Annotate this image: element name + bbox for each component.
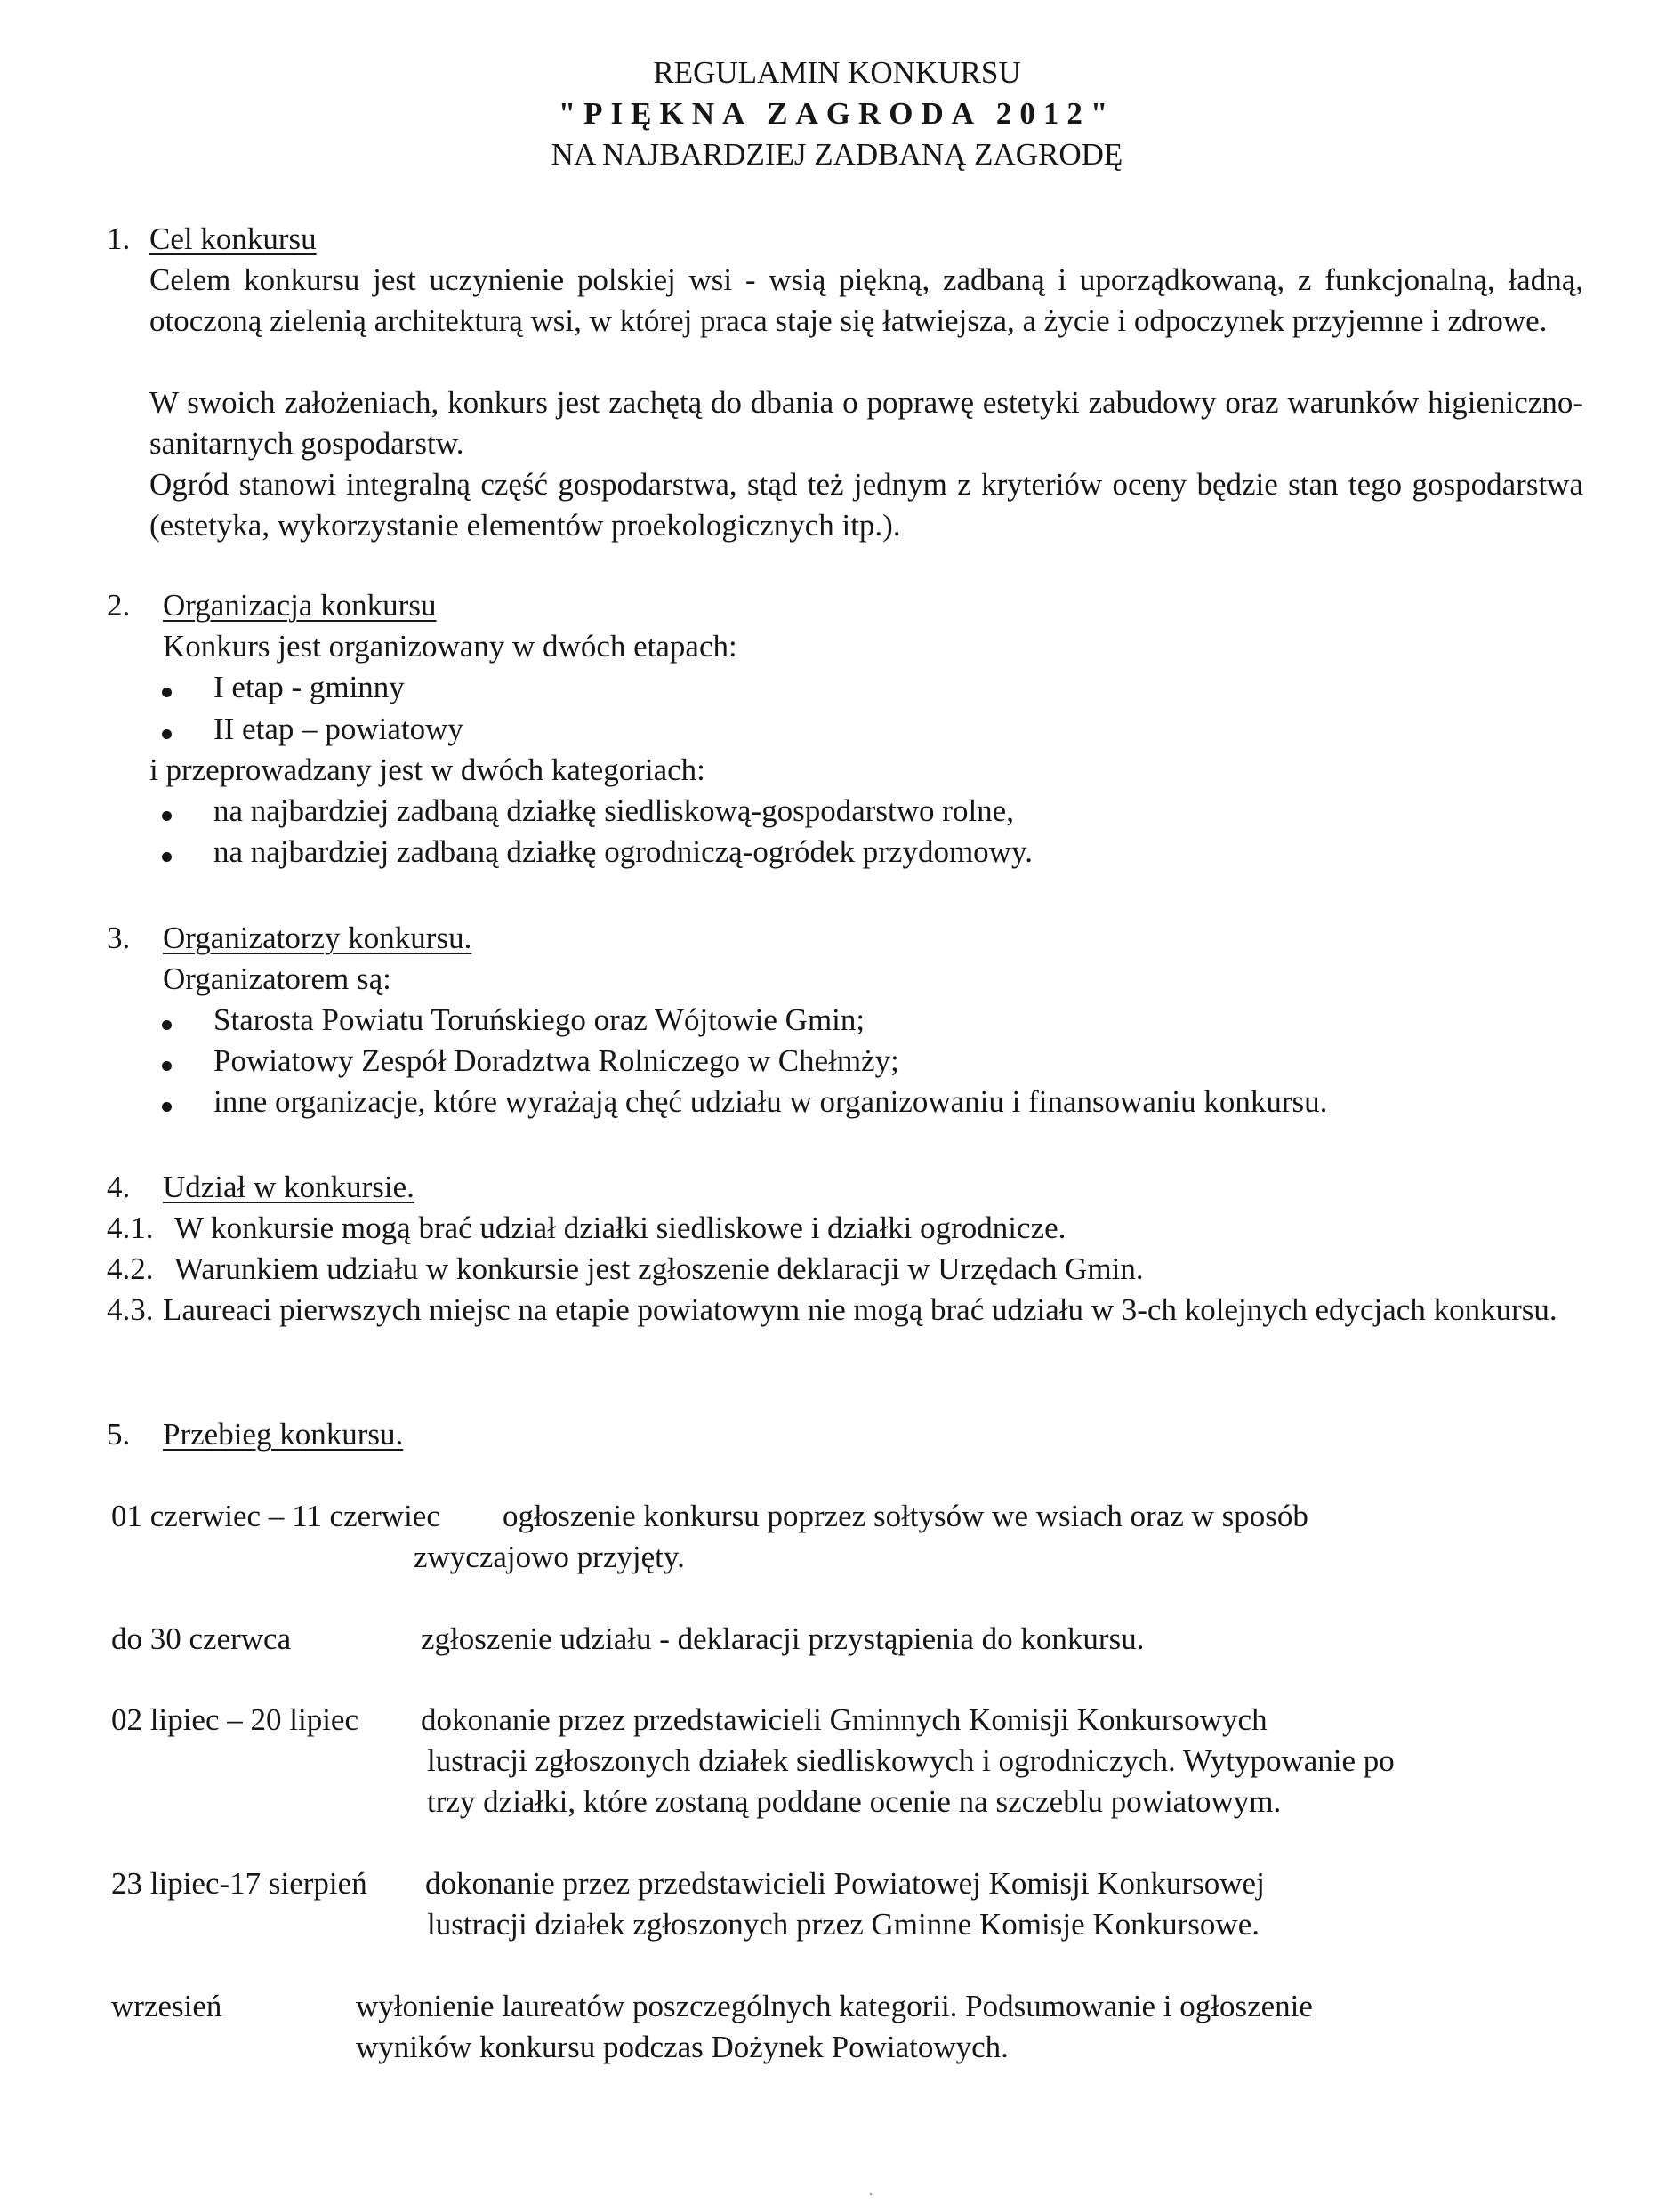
schedule-date: do 30 czerwca bbox=[111, 1621, 292, 1656]
section-3-heading: Organizatorzy konkursu. bbox=[163, 921, 472, 955]
contest-name: "PIĘKNA ZAGRODA 2012" bbox=[558, 96, 1116, 131]
section-1-heading: Cel konkursu bbox=[149, 221, 317, 256]
stage-item: I etap - gminny bbox=[213, 670, 405, 704]
section-2-heading: Organizacja konkursu bbox=[163, 588, 437, 623]
category-item: na najbardziej zadbaną działkę ogrodniczą-ogródek przydomowy. bbox=[213, 834, 1033, 869]
organizer-item: inne organizacje, które wyrażają chęć udziału w organizowaniu i finansowaniu konkursu. bbox=[213, 1084, 1328, 1119]
subsection-number: 4.2. bbox=[107, 1251, 154, 1286]
bullet-icon bbox=[162, 1061, 172, 1071]
bullet-icon bbox=[162, 688, 172, 697]
section-5-heading: Przebieg konkursu. bbox=[163, 1417, 404, 1452]
subsection-number: 4.3. bbox=[107, 1292, 154, 1327]
schedule-description: ogłoszenie konkursu poprzez sołtysów we wsiach oraz w sposób bbox=[503, 1499, 1308, 1533]
schedule-description: zwyczajowo przyjęty. bbox=[414, 1540, 685, 1574]
schedule-date: 02 lipiec – 20 lipiec bbox=[111, 1702, 358, 1737]
section-5-number: 5. bbox=[107, 1417, 131, 1452]
subsection-number: 4.1. bbox=[107, 1211, 154, 1245]
section-1-paragraph-2: W swoich założeniach, konkurs jest zachętą do dbania o poprawę estetyki zabudowy oraz warunków higieniczno-sanitarnych gospodarstw. bbox=[149, 385, 1583, 461]
schedule-date: 01 czerwiec – 11 czerwiec bbox=[111, 1499, 440, 1533]
schedule-description: dokonanie przez przedstawicieli Powiatowej Komisji Konkursowej bbox=[425, 1866, 1265, 1901]
schedule-date: wrzesień bbox=[111, 1989, 222, 2023]
stage-item: II etap – powiatowy bbox=[213, 712, 463, 746]
schedule-description: wyników konkursu podczas Dożynek Powiatowych. bbox=[356, 2030, 1009, 2064]
bullet-icon bbox=[162, 811, 172, 821]
subsection-text: Laureaci pierwszych miejsc na etapie powiatowym nie mogą brać udziału w 3-ch kolejnych edycjach konkursu. bbox=[163, 1292, 1557, 1327]
category-item: na najbardziej zadbaną działkę siedliskową-gospodarstwo rolne, bbox=[213, 793, 1014, 828]
schedule-description: lustracji działek zgłoszonych przez Gminne Komisje Konkursowe. bbox=[427, 1907, 1260, 1942]
section-2-intro-2: i przeprowadzany jest w dwóch kategoriach: bbox=[149, 752, 705, 787]
schedule-description: trzy działki, które zostaną poddane ocenie na szczeblu powiatowym. bbox=[427, 1784, 1282, 1819]
section-3-intro: Organizatorem są: bbox=[163, 961, 391, 996]
section-1-paragraph-1: Celem konkursu jest uczynienie polskiej wsi - wsią piękną, zadbaną i uporządkowaną, z funkcjonalną, ładną, otoczoną zielenią architekturą wsi, w której praca staje się łatwiejsza, a życie i odpoczynek przyjemne i zdrowe. bbox=[149, 262, 1583, 338]
bullet-icon bbox=[162, 1020, 172, 1030]
bullet-icon bbox=[162, 1102, 172, 1112]
subsection-text: W konkursie mogą brać udział działki siedliskowe i działki ogrodnicze. bbox=[174, 1211, 1066, 1245]
schedule-description: zgłoszenie udziału - deklaracji przystąpienia do konkursu. bbox=[421, 1621, 1145, 1656]
section-3-number: 3. bbox=[107, 921, 131, 955]
bullet-icon bbox=[162, 852, 172, 862]
section-4-heading: Udział w konkursie. bbox=[163, 1170, 414, 1204]
organizer-item: Starosta Powiatu Toruńskiego oraz Wójtowie Gmin; bbox=[213, 1002, 865, 1037]
section-2-intro: Konkurs jest organizowany w dwóch etapach: bbox=[163, 629, 737, 664]
section-1-number: 1. bbox=[107, 221, 131, 256]
document-subtitle: NA NAJBARDZIEJ ZADBANĄ ZAGRODĘ bbox=[551, 137, 1123, 172]
document-title: REGULAMIN KONKURSU bbox=[653, 55, 1021, 90]
section-2-number: 2. bbox=[107, 588, 131, 623]
schedule-date: 23 lipiec-17 sierpień bbox=[111, 1866, 367, 1901]
organizer-item: Powiatowy Zespół Doradztwa Rolniczego w Chełmży; bbox=[213, 1043, 899, 1078]
scan-speck bbox=[870, 2193, 872, 2195]
subsection-text: Warunkiem udziału w konkursie jest zgłoszenie deklaracji w Urzędach Gmin. bbox=[174, 1251, 1144, 1286]
schedule-description: dokonanie przez przedstawicieli Gminnych Komisji Konkursowych bbox=[421, 1702, 1268, 1737]
section-4-number: 4. bbox=[107, 1170, 131, 1204]
section-1-paragraph-3: Ogród stanowi integralną część gospodarstwa, stąd też jednym z kryteriów oceny będzie stan tego gospodarstwa (estetyka, wykorzystanie elementów proekologicznych itp.). bbox=[149, 467, 1583, 543]
schedule-description: lustracji zgłoszonych działek siedliskowych i ogrodniczych. Wytypowanie po bbox=[427, 1743, 1395, 1778]
schedule-description: wyłonienie laureatów poszczególnych kategorii. Podsumowanie i ogłoszenie bbox=[356, 1989, 1313, 2023]
bullet-icon bbox=[162, 729, 172, 739]
